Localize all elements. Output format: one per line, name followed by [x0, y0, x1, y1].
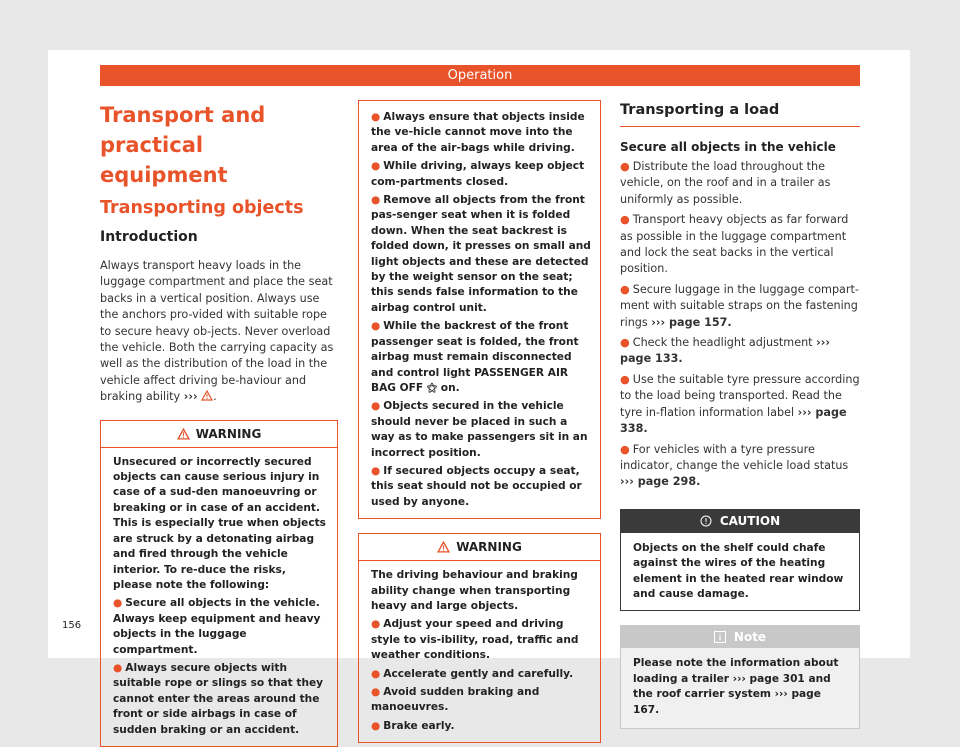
list-item-text: Avoid sudden braking and manoeuvres. [371, 686, 540, 714]
list-item [371, 193, 591, 316]
bullet-icon: ● [371, 111, 381, 123]
page-ref-link[interactable]: ››› page 338. [620, 405, 847, 436]
intro-paragraph: Always transport heavy loads in the luggage compartment and place the seat backs in a vertical position. Always use the anchors pro-vided with suitable rope to secure heavy ob-jects. Never overload the vehicle. Both the carrying capacity as well as the distribution of the load in the vehicle affect driving be-haviour and braking ability ››› . [100, 259, 334, 404]
list-item-text: Remove all objects from the front pas-senger seat when it is folded down. When the seat backrest is folded down, it presses on small and light objects and these are detected by the weight sensor on the seat; this sends false information to the airbag control unit. [371, 194, 591, 314]
caution-circle-icon [700, 515, 712, 527]
caution-text: Objects on the shelf could chafe against the wires of the heating element in the heated rear window and cause damage. [633, 541, 844, 600]
intro-ref-link[interactable]: ››› [183, 390, 198, 404]
list-item-text: Check the headlight adjustment [632, 336, 813, 350]
page-ref-link[interactable]: ››› page 157. [651, 315, 732, 329]
list-item [371, 464, 591, 510]
list-item [620, 335, 860, 368]
list-item [371, 110, 591, 156]
list-item-text: Distribute the load throughout the vehicle, on the roof and in a trailer as uniformly as possible. [620, 160, 831, 206]
bullet-icon: ● [371, 194, 381, 207]
column-right [620, 100, 860, 729]
chapter-title-line2: equipment [100, 163, 228, 187]
warning-box-1 [100, 420, 338, 747]
warning-box-2 [358, 533, 601, 743]
warning-continued-box [358, 100, 601, 519]
list-item-text: Secure luggage in the luggage compart-ment with suitable straps on the fastening rings [620, 282, 859, 329]
list-item-text: While the backrest of the front passenger seat is folded, the front airbag must remain disconnected and control light PASSENGER AIR BAG OFF ⚝ on. [371, 320, 579, 394]
list-item [371, 667, 591, 682]
section-heading: Transporting a load [620, 100, 860, 127]
list-item [371, 719, 591, 734]
bullet-icon: ● [620, 282, 630, 296]
warning-box-body [359, 561, 600, 742]
warning-box-header [359, 534, 600, 561]
bullet-icon: ● [371, 686, 381, 698]
note-box [620, 625, 860, 729]
list-item [371, 685, 591, 716]
list-item [620, 442, 860, 491]
list-item [371, 399, 591, 461]
note-label: Note [733, 630, 767, 645]
list-item [371, 319, 591, 396]
list-item-text: Use the suitable tyre pressure according to the load being transported. Read the tyre in-flation information label [620, 372, 860, 419]
list-item [113, 661, 328, 738]
bullet-icon: ● [371, 160, 381, 173]
list-item [620, 282, 860, 331]
page-number: 156 [62, 620, 82, 631]
warning-continued-body [359, 101, 600, 518]
warning-text: Unsecured or incorrectly secured objects can cause serious injury in case of a sud-den manoeuvring or breaking or in case of an accident. This is especially true when objects are struck by a detonating airbag and fired through the vehicle interior. To re-duce the risks, please note the following: [113, 455, 326, 591]
list-item-text: Transport heavy objects as far forward as possible in the luggage compartment and lock the seat backs in the vertical position. [620, 213, 849, 276]
list-item-text: If secured objects occupy a seat, this seat should not be occupied or used by anyone. [371, 464, 582, 508]
page-ref-link[interactable]: ››› page 133. [620, 336, 830, 366]
bullet-icon: ● [371, 464, 381, 477]
caution-label: CAUTION [719, 514, 781, 529]
bullet-icon: ● [371, 400, 381, 413]
warning-triangle-icon [437, 541, 450, 553]
column-middle [358, 100, 601, 743]
list-item-text: Adjust your speed and driving style to vis-ibility, road, traffic and weather conditions. [371, 618, 579, 662]
bullet-icon: ● [620, 442, 630, 456]
page-ref-link[interactable]: ››› page 298. [620, 475, 701, 489]
bullet-icon: ● [620, 160, 630, 173]
warning-text: The driving behaviour and braking ability change when transporting heavy and large objects. [371, 569, 578, 612]
note-header [621, 626, 859, 648]
warning-label: WARNING [456, 540, 522, 555]
caution-box [620, 509, 860, 612]
bullet-icon: ● [620, 336, 630, 350]
list-item-text: Secure all objects in the vehicle. Always keep equipment and heavy objects in the luggage compartment. [113, 597, 321, 656]
list-item-text: Brake early. [383, 719, 455, 732]
subsection-heading: Secure all objects in the vehicle [620, 140, 836, 154]
intro-heading: Introduction [100, 229, 198, 245]
bullet-icon: ● [371, 667, 381, 680]
bullet-icon: ● [113, 597, 123, 610]
list-item-text: For vehicles with a tyre pressure indicator, change the vehicle load status [620, 442, 849, 472]
warning-label: WARNING [195, 426, 262, 441]
warning-box-body [101, 448, 337, 746]
info-icon [714, 631, 726, 643]
intro-text: Always transport heavy loads in the luggage compartment and place the seat backs in a vertical position. Always use the anchors pro-vided with suitable rope to secure heavy ob-jects. Never overload the vehicle. Both the carrying capacity as well as the distribution of the load in the vehicle affect driving be-haviour and braking ability [100, 259, 334, 404]
list-item [620, 372, 860, 438]
list-item [620, 212, 860, 278]
chapter-title-line1: Transport and practical [100, 103, 266, 157]
bullet-icon: ● [371, 719, 381, 732]
section-title: Transporting objects [100, 198, 304, 218]
list-item [371, 617, 591, 663]
bullet-icon: ● [620, 372, 630, 386]
warning-triangle-icon [201, 390, 213, 401]
list-item-text: Always ensure that objects inside the ve-hicle cannot move into the area of the air-bags while driving. [371, 111, 585, 154]
bullet-icon: ● [371, 618, 381, 631]
list-item-text: Accelerate gently and carefully. [383, 667, 574, 680]
column-left [100, 100, 338, 747]
section-header: Operation [100, 65, 860, 86]
list-item [113, 596, 328, 658]
warning-box-header [101, 421, 337, 448]
caution-header [621, 510, 859, 533]
bullet-icon: ● [113, 661, 123, 674]
bullet-icon: ● [620, 213, 630, 227]
note-text: Please note the information about loading a trailer ››› page 301 and the roof carrier system ››› page 167. [633, 657, 839, 716]
list-item-text: Always secure objects with suitable rope or slings so that they cannot enter the areas around the front or side airbags in case of sudden braking or an accident. [113, 661, 324, 736]
list-item-text: While driving, always keep object com-partments closed. [371, 160, 585, 188]
bullet-icon: ● [371, 320, 381, 333]
warning-triangle-icon [177, 428, 190, 440]
chapter-title [100, 100, 338, 190]
list-item [371, 159, 591, 190]
list-item [620, 159, 860, 208]
list-item-text: Objects secured in the vehicle should never be placed in such a way as to make passengers sit in an incorrect position. [371, 400, 588, 459]
